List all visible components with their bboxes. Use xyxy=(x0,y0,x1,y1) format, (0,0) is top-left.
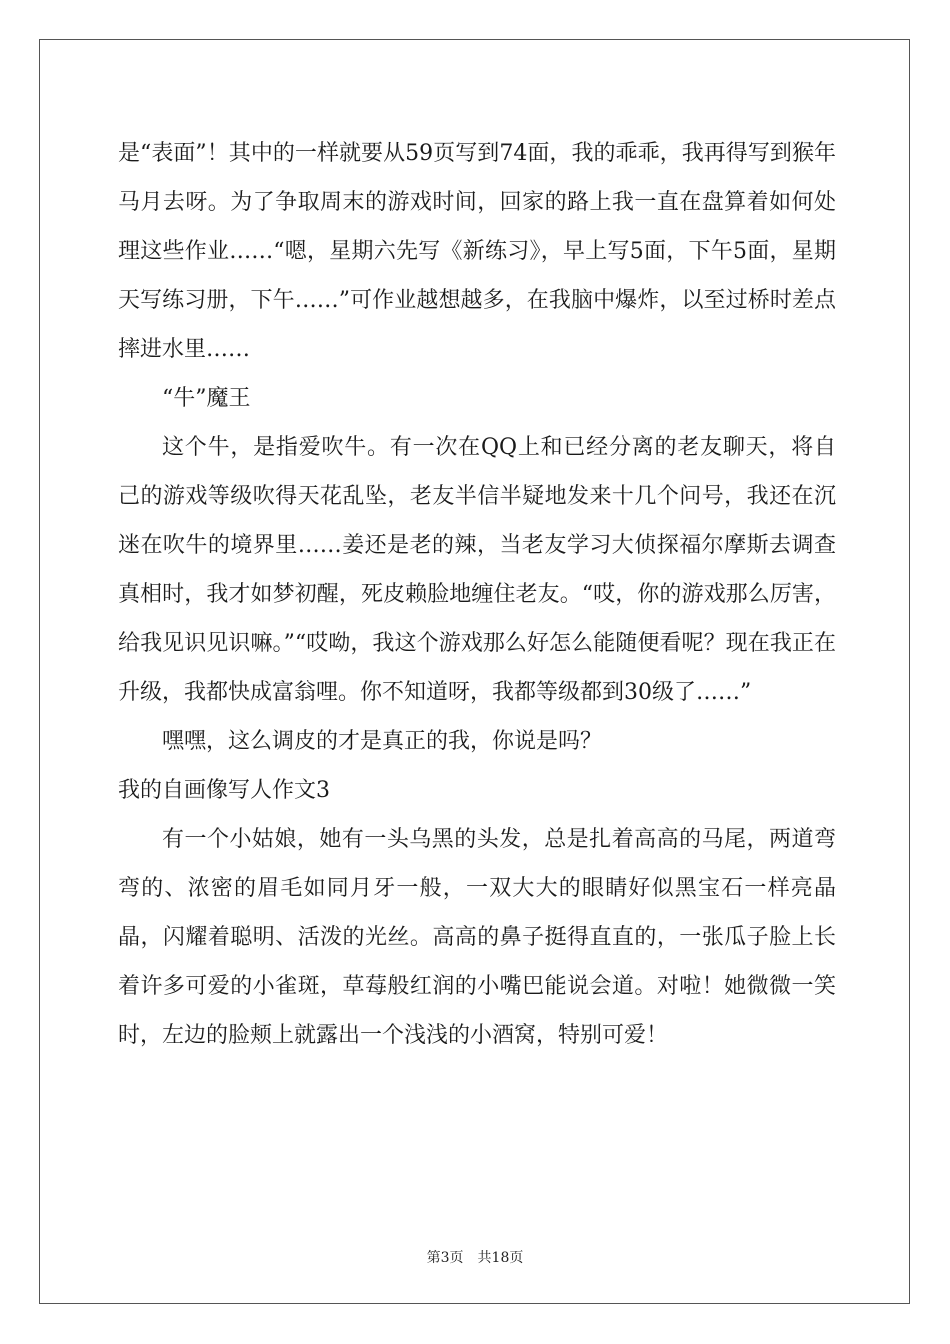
paragraph-closing: 嘿嘿，这么调皮的才是真正的我，你说是吗？ xyxy=(162,729,603,754)
page-total: 共18页 xyxy=(477,1250,524,1266)
document-body xyxy=(118,129,836,1060)
section-subheading-niu-mowang: “牛”魔王 xyxy=(162,386,251,411)
essay-title-3: 我的自画像写人作文3 xyxy=(118,778,330,803)
paragraph-continuation: 是“表面”！其中的一样就要从59页写到74面，我的乖乖，我再得写到猴年马月去呀。为了争取周末的游戏时间，回家的路上我一直在盘算着如何处理这些作业……“嗯，星期六先写《新练习》，早上写5面，下午5面，星期天写练习册，下午……”可作业越想越多，在我脑中爆炸，以至过桥时差点摔进水里…… xyxy=(118,141,836,362)
paragraph-bragging: 这个牛，是指爱吹牛。有一次在QQ上和已经分离的老友聊天，将自己的游戏等级吹得天花乱坠，老友半信半疑地发来十几个问号，我还在沉迷在吹牛的境界里……姜还是老的辣，当老友学习大侦探福尔摩斯去调查真相时，我才如梦初醒，死皮赖脸地缠住老友。“哎，你的游戏那么厉害，给我见识见识嘛。”“哎呦，我这个游戏那么好怎么能随便看呢？现在我正在升级，我都快成富翁哩。你不知道呀，我都等级都到30级了……” xyxy=(118,435,836,705)
paragraph-self-portrait: 有一个小姑娘，她有一头乌黑的头发，总是扎着高高的马尾，两道弯弯的、浓密的眉毛如同月牙一般，一双大大的眼睛好似黑宝石一样亮晶晶，闪耀着聪明、活泼的光丝。高高的鼻子挺得直直的，一张瓜子脸上长着许多可爱的小雀斑，草莓般红润的小嘴巴能说会道。对啦！她微微一笑时，左边的脸颊上就露出一个浅浅的小酒窝，特别可爱！ xyxy=(118,827,836,1048)
page-footer xyxy=(0,1247,950,1267)
page-number: 第3页 xyxy=(426,1250,464,1266)
